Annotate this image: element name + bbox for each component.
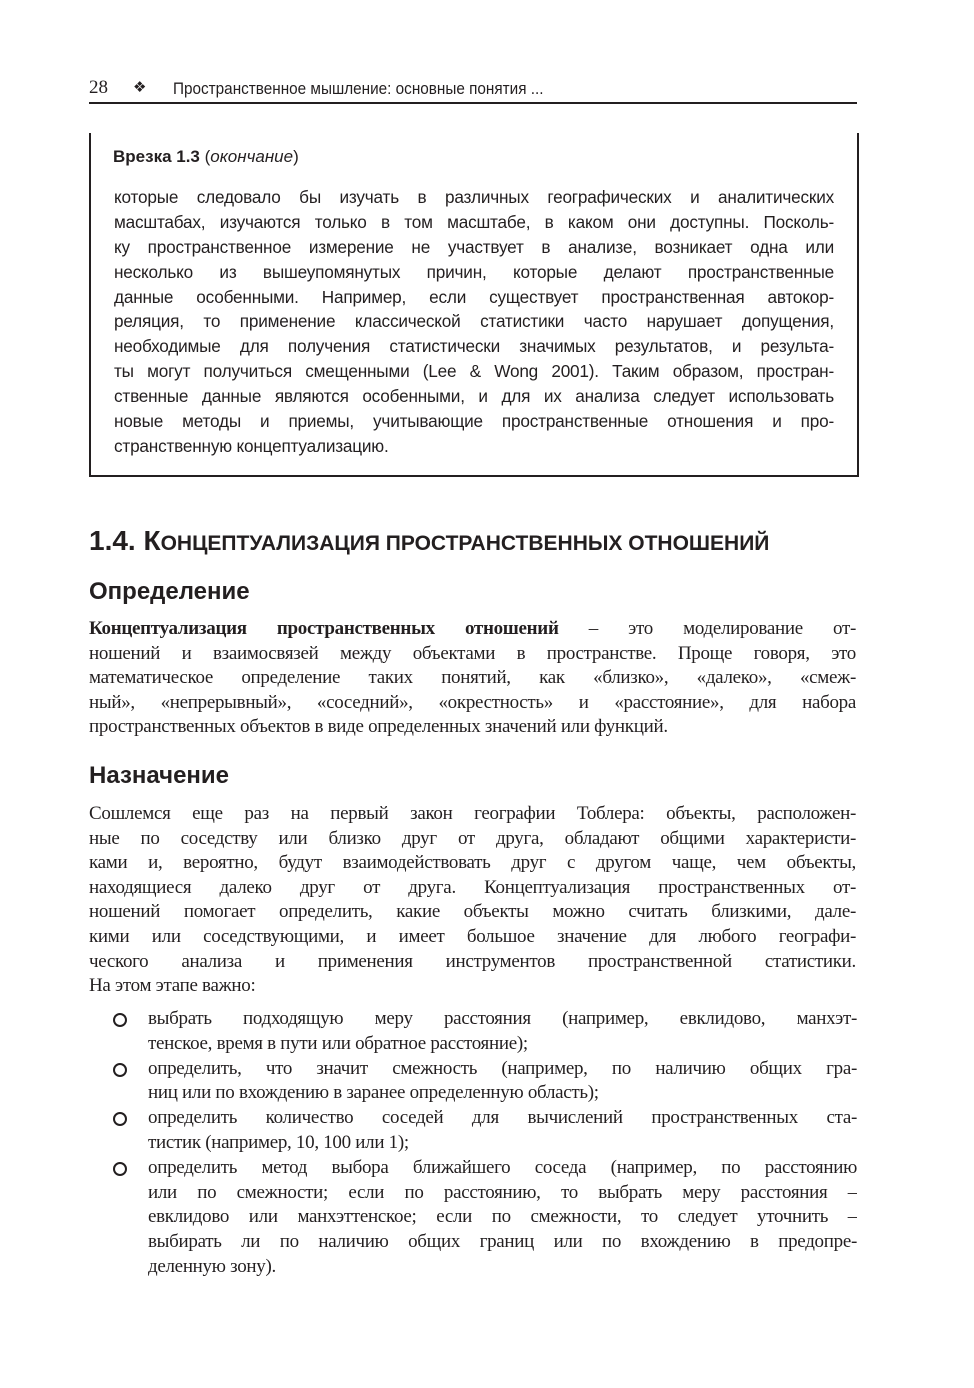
text-line: данные особенными. Например, если существует пространственная автокор- (114, 286, 834, 307)
text-line: евклидово или манхэттенское; если по смежности, то следует уточнить – (148, 1206, 857, 1228)
text-line: ственные данные являются особенными, и для их анализа следует использовать (114, 386, 834, 407)
text-line: ниц или по вхождению в заранее определенную область); (148, 1082, 599, 1104)
text-line: масштабах, изучаются только в том масштабе, в каком они доступны. Посколь- (114, 211, 834, 232)
text-line: ты могут получиться смещенными (Lee & Wong 2001). Таким образом, простран- (114, 361, 834, 382)
text-line: определить количество соседей для вычислений пространственных ста- (148, 1107, 857, 1129)
purpose-heading: Назначение (89, 762, 230, 789)
text-line: реляция, то применение классической статистики часто нарушает допущения, (114, 311, 834, 332)
text-line: ческого анализа и применения инструментов пространственной статистики. (89, 950, 856, 972)
text-line: ками и, вероятно, будут взаимодействовать друг с другом чаще, чем объекты, (89, 852, 856, 874)
text-line: выбрать подходящую меру расстояния (например, евклидово, манхэт- (148, 1008, 857, 1029)
sidebar-box (89, 133, 859, 477)
section-title-initial: К (143, 525, 161, 556)
section-number: 1.4. (89, 525, 144, 556)
text-line: ношений и взаимосвязей между объектами в пространстве. Проще говоря, это (89, 642, 856, 664)
circle-bullet-icon (113, 1063, 127, 1077)
text-line: выбирать ли по наличию общих границ или по вхождению в предопре- (148, 1231, 857, 1253)
list-item (110, 1106, 857, 1156)
circle-bullet-icon (113, 1162, 127, 1176)
paren: ( (199, 147, 211, 166)
box-title-label: Врезка 1.3 (113, 147, 200, 166)
ornament-icon: ❖ (133, 79, 147, 96)
running-header (89, 76, 857, 104)
text-line: тенское, время в пути или обратное расстояние); (148, 1032, 528, 1054)
text-line: странственную концептуализацию. (114, 435, 389, 456)
text-line (89, 617, 856, 642)
text-line: определить, что значит смежность (например, по наличию общих гра- (148, 1057, 857, 1079)
bullet-list (110, 1007, 857, 1280)
list-item (110, 1007, 857, 1057)
text-line: ношений помогает определить, какие объекты можно считать близкими, дале- (89, 901, 856, 923)
definition-paragraph (89, 617, 856, 740)
list-item (110, 1156, 857, 1280)
box-title-note: окончание (210, 147, 294, 166)
text-line: Сошлемся еще раз на первый закон географии Тоблера: объекты, расположен- (89, 803, 856, 824)
text-line: определить метод выбора ближайшего соседа (например, по расстоянию (148, 1156, 857, 1178)
definition-heading: Определение (89, 578, 250, 605)
text-line: находящиеся далеко друг от друга. Концептуализация пространственных от- (89, 876, 856, 898)
text-line: пространственных объектов в виде определенных значений или функций. (89, 716, 668, 738)
circle-bullet-icon (113, 1013, 127, 1027)
paren: ) (293, 147, 299, 166)
text-line: несколько из вышеупомянутых причин, которые делают пространственные (114, 261, 834, 282)
text-line: математическое определение таких понятий, как «близко», «далеко», «смеж- (89, 667, 856, 689)
page-number: 28 (89, 77, 108, 98)
list-item (110, 1057, 857, 1107)
text-line: ку пространственное измерение не участвует в анализе, возникает одна или (114, 236, 834, 257)
text-line: или по смежности; если по расстоянию, то выбрать меру расстояния – (148, 1181, 857, 1203)
section-heading (89, 525, 769, 557)
purpose-paragraph (89, 802, 856, 999)
box-title (113, 147, 299, 167)
running-title: Пространственное мышление: основные понятия ... (173, 79, 544, 98)
text-line: новые методы и приемы, учитывающие пространственные отношения и про- (114, 411, 834, 432)
text-line: тистик (например, 10, 100 или 1); (148, 1131, 409, 1153)
text-line: кими или соседствующими, и имеет большое значение для любого географи- (89, 925, 856, 947)
section-title: ОНЦЕПТУАЛИЗАЦИЯ ПРОСТРАНСТВЕННЫХ ОТНОШЕНИЙ (160, 532, 770, 555)
text-fragment: – это моделирование от- (558, 618, 856, 639)
text-line: На этом этапе важно: (89, 975, 256, 997)
text-line: деленную зону). (148, 1255, 276, 1277)
text-line: ные по соседству или близко друг от друга, обладают общими характеристи- (89, 827, 856, 849)
text-line: которые следовало бы изучать в различных географических и аналитических (114, 187, 834, 207)
defined-term: Концептуализация пространственных отношений (89, 618, 559, 639)
box-text (114, 185, 834, 459)
text-line: необходимые для получения статистически значимых результатов, и результа- (114, 336, 834, 357)
text-line: ный», «непрерывный», «соседний», «окрестность» и «расстояние», для набора (89, 691, 856, 713)
circle-bullet-icon (113, 1112, 127, 1126)
